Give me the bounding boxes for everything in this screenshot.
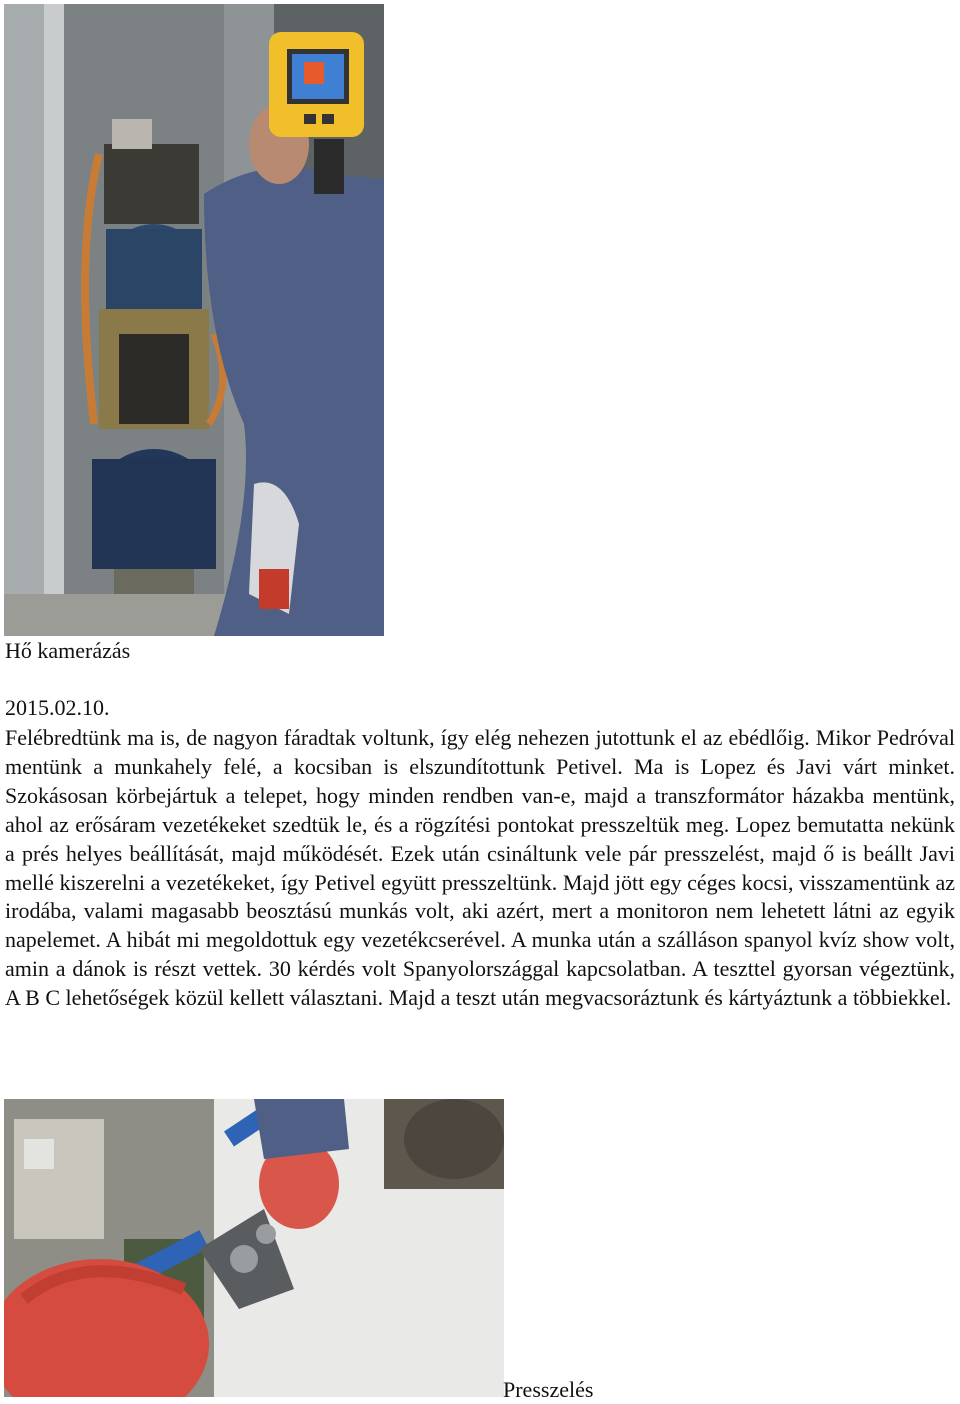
thermal-camera-photo (4, 4, 384, 636)
crimping-photo (4, 1099, 504, 1397)
photo-caption: Presszelés (503, 1377, 594, 1402)
photo-caption: Hő kamerázás (5, 638, 131, 663)
entry-text: Felébredtünk ma is, de nagyon fáradtak voltunk, így elég nehezen jutottunk el az ebédlőig. Mikor Pedróval mentünk a munkahely felé, a kocsiban is elszundítottunk Petivel. Ma is Lopez és Javi várt minket. Szokásosan körbejártuk a telepet, hogy minden rendben van-e, majd a transzformátor házakba mentünk, ahol az erősáram vezetékeket szedtük le, és a rögzítési pontokat presszeltük meg. Lopez bemutatta nekünk a prés helyes beállítását, majd működését. Ezek után csináltunk vele pár presszelést, majd ő is beállt Javi mellé kiszerelni a vezetékeket, így Petivel együtt presszeltünk. Majd jött egy céges kocsi, visszamentünk az irodába, valami magasabb beosztású munkás volt, aki azért, mert a monitoron nem lehetett látni az egyik napelemet. A hibát mi megoldottuk egy vezetékcserével. A munka után a szálláson spanyol kvíz show volt, amin a dánok is részt vettek. 30 kérdés volt Spanyolországgal kapcsolatban. A teszttel gyorsan végeztünk, A B C lehetőségek közül kellett választani. Majd a teszt után megvacsoráztunk és kártyáztunk a többiekkel. (5, 725, 955, 1011)
entry-date: 2015.02.10. (5, 695, 110, 720)
